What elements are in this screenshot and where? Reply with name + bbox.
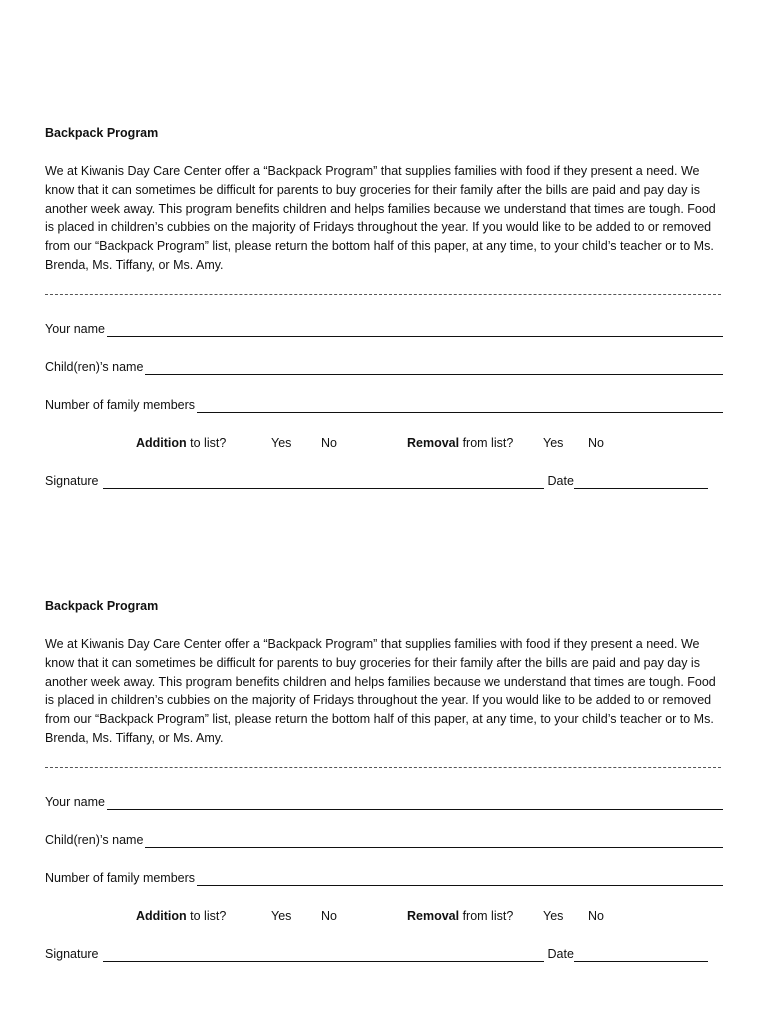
signature-row (45, 944, 723, 962)
addition-rest: to list? (186, 908, 227, 923)
cut-line (45, 294, 721, 296)
family-members-field[interactable] (45, 868, 723, 886)
your-name-line[interactable] (107, 795, 723, 810)
addition-bold: Addition (136, 908, 187, 923)
addition-rest: to list? (186, 435, 227, 450)
date-line[interactable] (574, 947, 708, 962)
family-members-line[interactable] (197, 398, 723, 413)
children-name-field[interactable] (45, 830, 723, 848)
date-label: Date (547, 946, 574, 961)
your-name-line[interactable] (107, 322, 723, 337)
form-title: Backpack Program (45, 126, 159, 140)
signature-label: Signature (45, 473, 99, 488)
removal-question (407, 435, 513, 451)
children-name-label: Child(ren)’s name (45, 359, 144, 374)
removal-yes-option[interactable]: Yes (543, 908, 564, 923)
removal-no-option[interactable]: No (588, 435, 604, 450)
date-label: Date (547, 473, 574, 488)
date-line[interactable] (574, 474, 708, 489)
removal-bold: Removal (407, 435, 460, 450)
children-name-label: Child(ren)’s name (45, 832, 144, 847)
choice-row (45, 906, 723, 924)
addition-question (136, 435, 226, 451)
choice-row (45, 433, 723, 451)
form-copy-top (45, 125, 723, 489)
signature-line[interactable] (103, 474, 544, 489)
cut-line (45, 767, 721, 769)
your-name-field[interactable] (45, 792, 723, 810)
addition-yes-option[interactable]: Yes (271, 435, 292, 450)
addition-yes-option[interactable]: Yes (271, 908, 292, 923)
form-title: Backpack Program (45, 599, 159, 613)
addition-no-option[interactable]: No (321, 908, 337, 923)
removal-yes-option[interactable]: Yes (543, 435, 564, 450)
removal-bold: Removal (407, 908, 460, 923)
children-name-line[interactable] (145, 833, 723, 848)
form-paragraph: We at Kiwanis Day Care Center offer a “Backpack Program” that supplies families with food if they present a need. We know that it can sometimes be difficult for parents to buy groceries for their family after the bills are paid and pay day is another week away. This program benefits children and helps families because we understand that times are tough. Food is placed in children’s cubbies on the majority of Fridays throughout the year. If you would like to be added to or removed from our “Backpack Program” list, please return the bottom half of this paper, at any time, to your child’s teacher or to Ms. Brenda, Ms. Tiffany, or Ms. Amy. (45, 637, 716, 745)
removal-rest: from list? (459, 908, 514, 923)
removal-rest: from list? (459, 435, 514, 450)
signature-line[interactable] (103, 947, 544, 962)
signature-label: Signature (45, 946, 99, 961)
removal-question (407, 908, 513, 924)
removal-no-option[interactable]: No (588, 908, 604, 923)
addition-no-option[interactable]: No (321, 435, 337, 450)
form-copy-bottom (45, 598, 723, 962)
your-name-label: Your name (45, 794, 105, 809)
your-name-field[interactable] (45, 319, 723, 337)
signature-row (45, 471, 723, 489)
children-name-field[interactable] (45, 357, 723, 375)
family-members-label: Number of family members (45, 397, 196, 412)
family-members-label: Number of family members (45, 870, 196, 885)
family-members-line[interactable] (197, 871, 723, 886)
children-name-line[interactable] (145, 360, 723, 375)
form-paragraph: We at Kiwanis Day Care Center offer a “Backpack Program” that supplies families with food if they present a need. We know that it can sometimes be difficult for parents to buy groceries for their family after the bills are paid and pay day is another week away. This program benefits children and helps families because we understand that times are tough. Food is placed in children’s cubbies on the majority of Fridays throughout the year. If you would like to be added to or removed from our “Backpack Program” list, please return the bottom half of this paper, at any time, to your child’s teacher or to Ms. Brenda, Ms. Tiffany, or Ms. Amy. (45, 164, 716, 272)
addition-bold: Addition (136, 435, 187, 450)
family-members-field[interactable] (45, 395, 723, 413)
your-name-label: Your name (45, 321, 105, 336)
addition-question (136, 908, 226, 924)
